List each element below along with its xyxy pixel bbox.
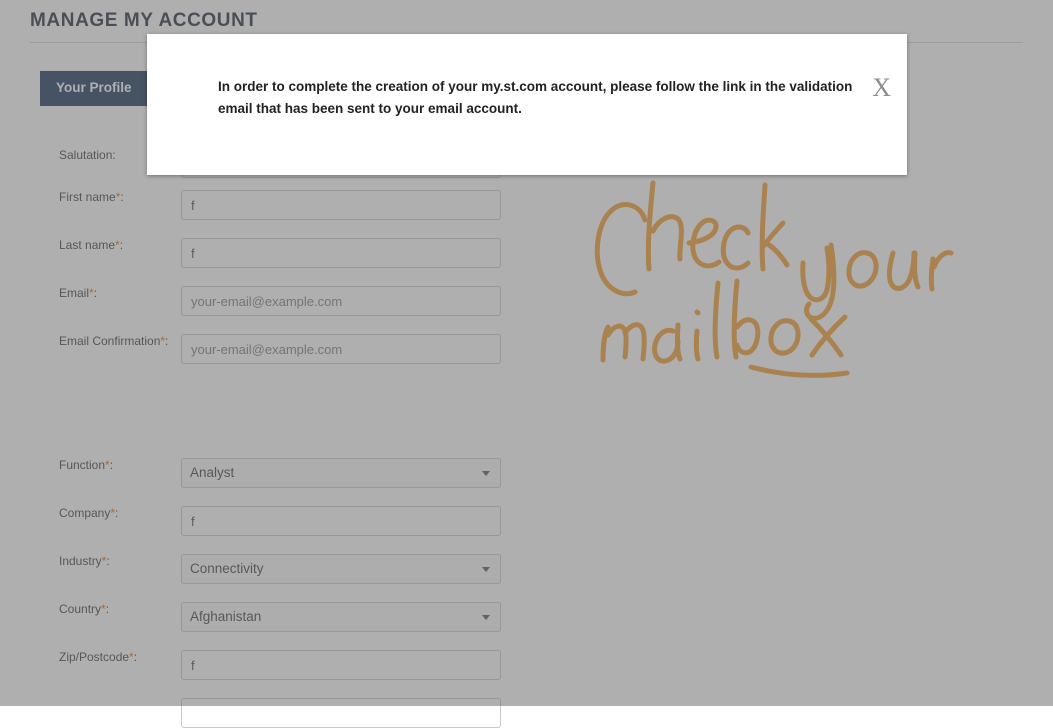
close-icon[interactable]: X xyxy=(872,73,891,102)
modal-message: In order to complete the creation of your my.st.com account, please follow the link in the validation email that has been sent to your email account. xyxy=(218,79,853,116)
validation-email-modal xyxy=(147,34,907,175)
